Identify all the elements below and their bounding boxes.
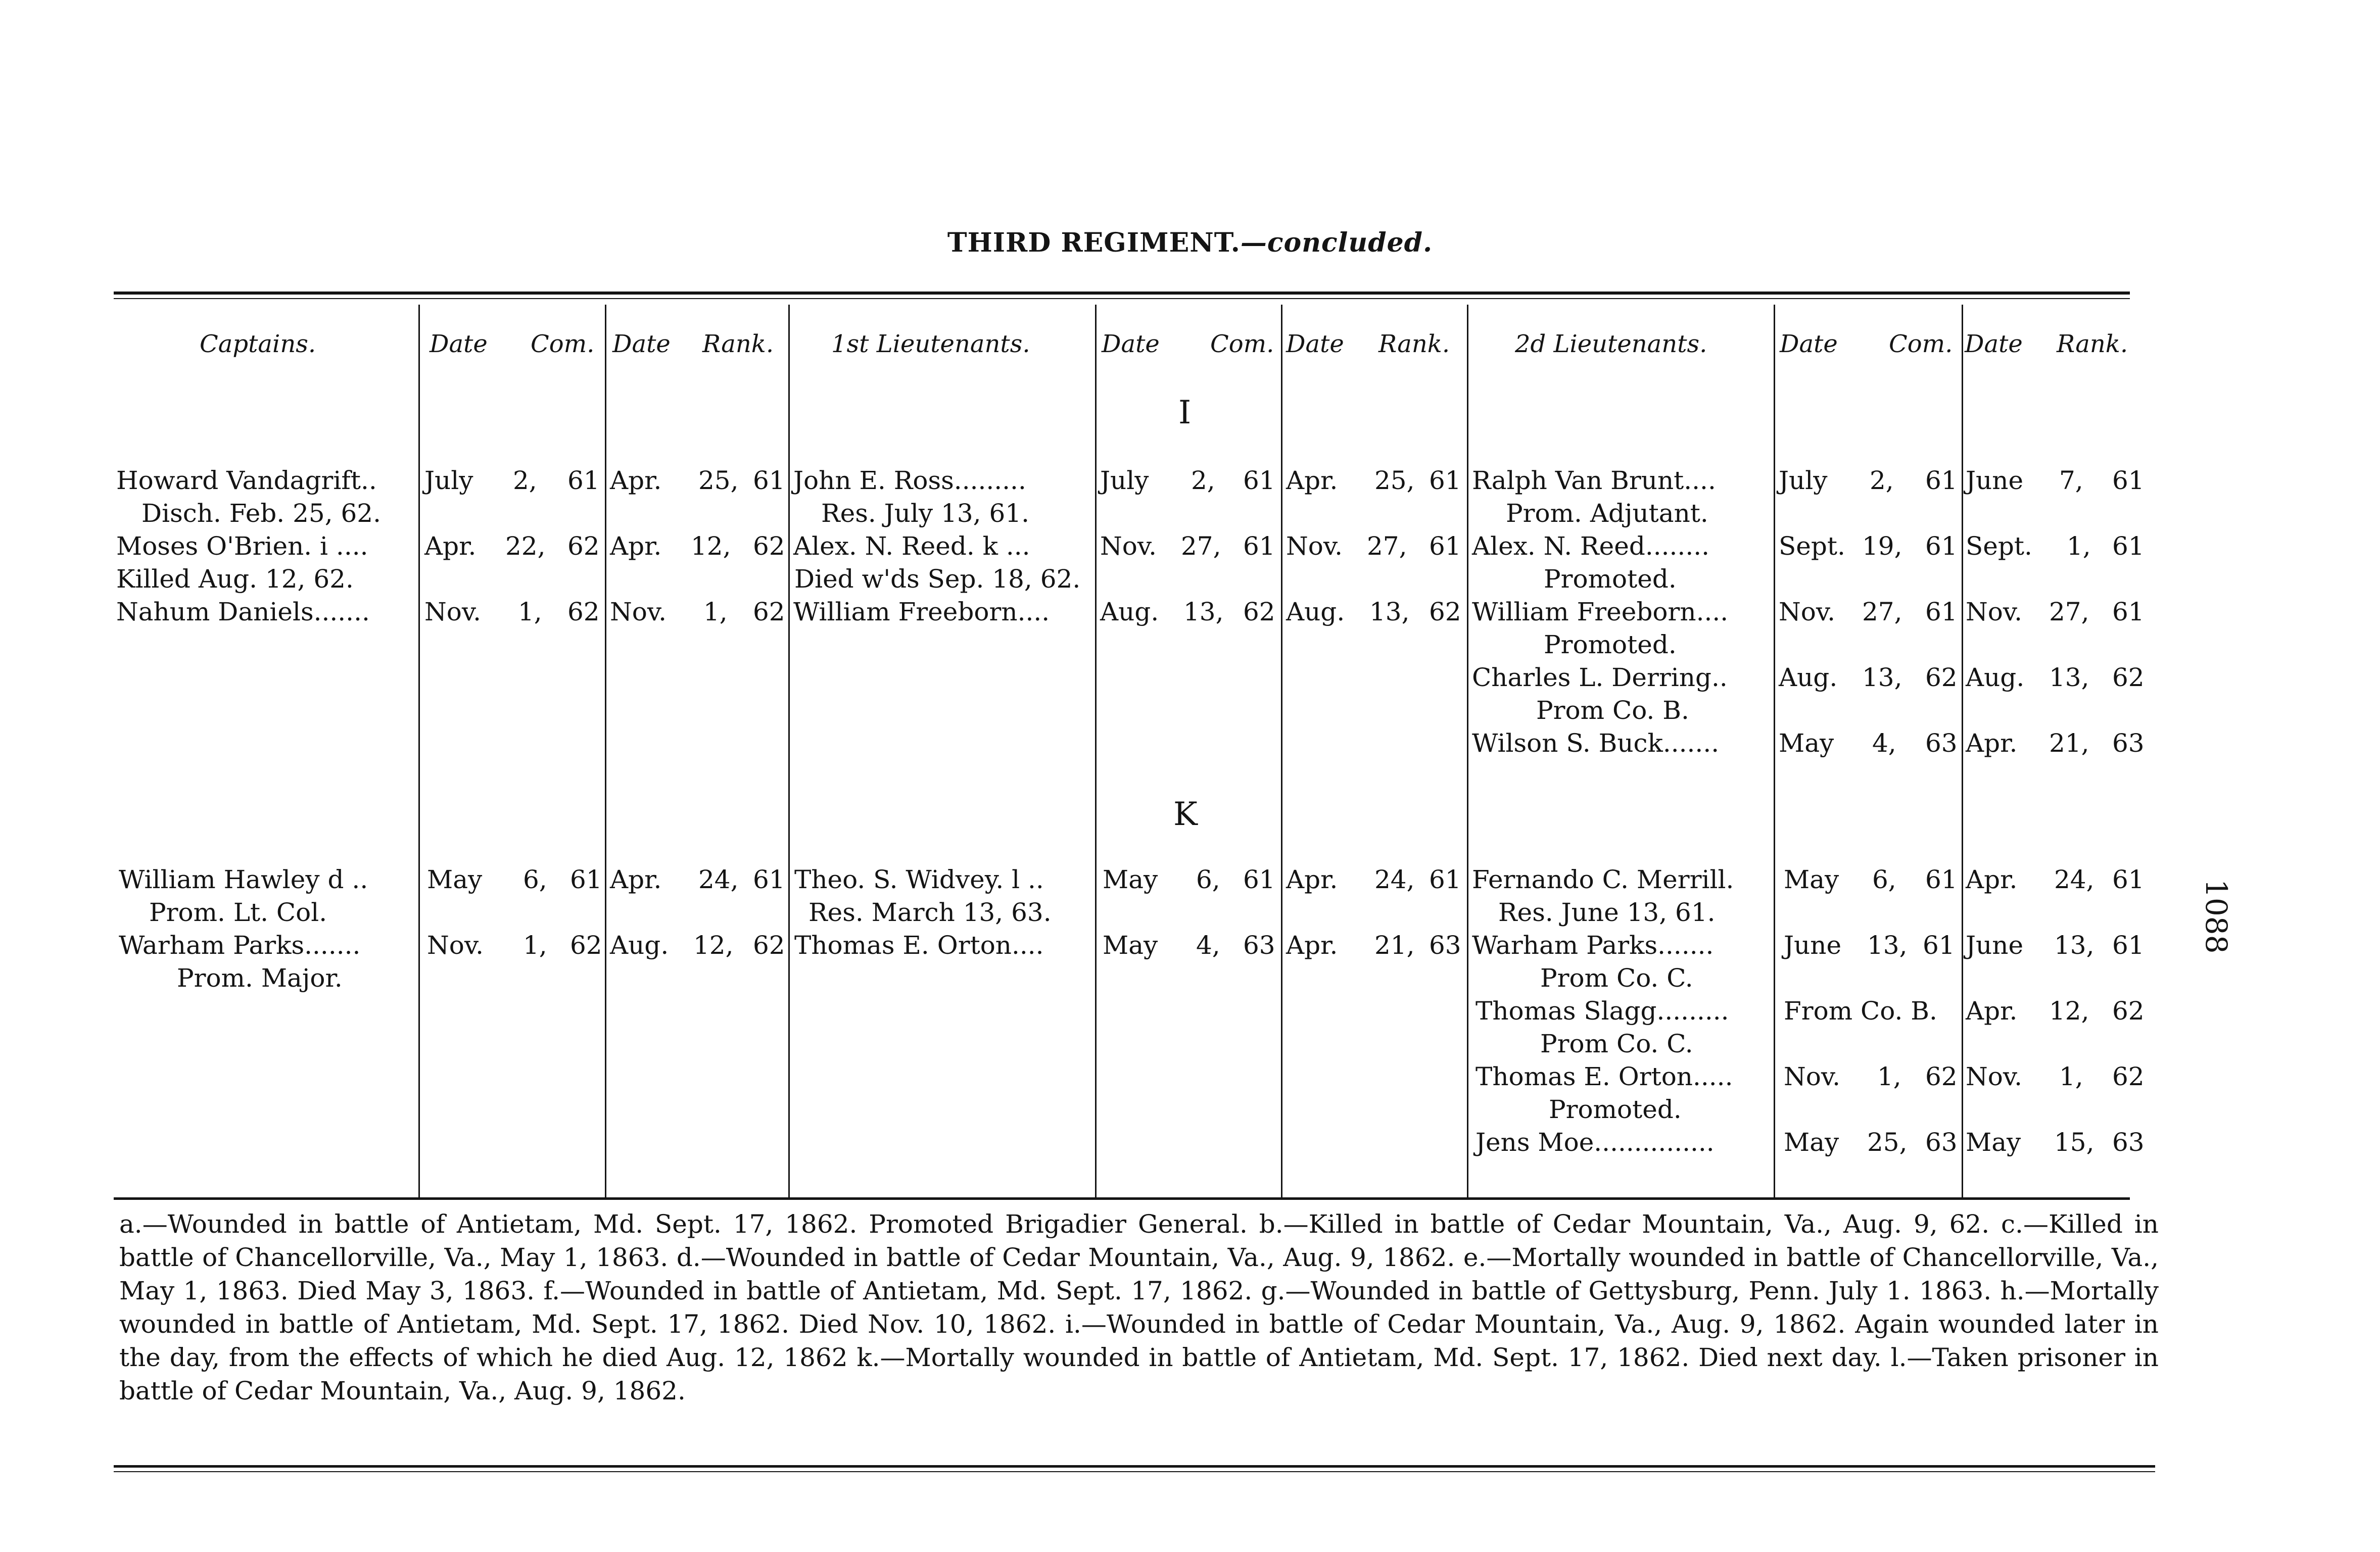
date-year: 61 xyxy=(1925,597,1958,626)
date-day: 13, xyxy=(2054,931,2095,960)
date-day: 27, xyxy=(1181,531,1221,561)
captain-name: Howard Vandagrift.. xyxy=(116,466,377,495)
date-month: May xyxy=(1784,865,1839,894)
date-month: Apr. xyxy=(1966,996,2018,1026)
date-year: 63 xyxy=(2112,729,2145,758)
date-day: 22, xyxy=(505,531,546,561)
first-lieutenant-note: Res. July 13, 61. xyxy=(821,499,1029,528)
captain-note: Prom. Major. xyxy=(177,963,343,993)
date-year: 63 xyxy=(1429,931,1461,960)
header-rank: Rank. xyxy=(2057,330,2128,358)
first-lieutenant-name: William Freeborn.... xyxy=(793,597,1050,626)
date-year: 62 xyxy=(570,931,602,960)
date-day: 25, xyxy=(1867,1128,1908,1157)
column-divider xyxy=(418,305,420,1199)
date-month: Apr. xyxy=(1286,931,1338,960)
page-bottom-rule-2 xyxy=(114,1471,2155,1472)
date-month: Apr. xyxy=(610,466,662,495)
date-month: Apr. xyxy=(424,531,477,561)
captain-note: Killed Aug. 12, 62. xyxy=(116,564,354,594)
date-day: 1, xyxy=(518,597,542,626)
date-year: 62 xyxy=(753,531,785,561)
date-day: 12, xyxy=(2049,996,2089,1026)
date-day: 27, xyxy=(1367,531,1407,561)
date-month: July xyxy=(1779,466,1828,495)
date-month: Apr. xyxy=(610,865,662,894)
date-month: Apr. xyxy=(1286,865,1338,894)
date-year: 62 xyxy=(1925,1062,1958,1091)
column-divider xyxy=(1467,305,1468,1199)
second-lieutenant-note: Prom. Adjutant. xyxy=(1506,499,1708,528)
date-day: 6, xyxy=(1196,865,1220,894)
date-day: 15, xyxy=(2054,1128,2095,1157)
date-year: 61 xyxy=(2112,597,2145,626)
date-month: Nov. xyxy=(610,597,667,626)
page-number: 1088 xyxy=(2199,879,2233,954)
first-lieutenant-name: Thomas E. Orton.... xyxy=(794,931,1044,960)
date-day: 25, xyxy=(698,466,739,495)
date-day: 4, xyxy=(1196,931,1220,960)
header-date: Date xyxy=(1780,330,1838,358)
column-divider xyxy=(1095,305,1097,1199)
date-year: 61 xyxy=(1925,531,1958,561)
date-day: 4, xyxy=(1872,729,1896,758)
second-lieutenant-name: Wilson S. Buck....... xyxy=(1472,729,1720,758)
header-rank: Rank. xyxy=(702,330,774,358)
date-year: 62 xyxy=(753,931,785,960)
date-month: Aug. xyxy=(1966,663,2025,692)
date-year: 61 xyxy=(1429,466,1461,495)
footnotes xyxy=(119,1207,2159,1408)
table-top-rule xyxy=(114,292,2130,295)
date-day: 13, xyxy=(1862,663,1902,692)
date-year: 61 xyxy=(1243,466,1275,495)
header-com: Com. xyxy=(1210,330,1274,358)
date-month: Nov. xyxy=(427,931,484,960)
date-month: July xyxy=(424,466,473,495)
table-header-rule xyxy=(114,298,2130,299)
second-lieutenant-name: Charles L. Derring.. xyxy=(1472,663,1728,692)
date-year: 61 xyxy=(570,865,602,894)
title-suffix: —concluded. xyxy=(1240,227,1433,258)
company-letter: K xyxy=(1173,796,1198,833)
date-year: 62 xyxy=(1925,663,1958,692)
captain-name: Nahum Daniels....... xyxy=(116,597,370,626)
date-year: 62 xyxy=(1243,597,1275,626)
header-second-lieutenants: 2d Lieutenants. xyxy=(1515,330,1707,358)
date-month: Sept. xyxy=(1779,531,1845,561)
first-lieutenant-name: Theo. S. Widvey. l .. xyxy=(794,865,1044,894)
date-year: 61 xyxy=(1243,865,1275,894)
date-day: 13, xyxy=(1369,597,1410,626)
date-day: 27, xyxy=(2049,597,2089,626)
captain-name: Warham Parks....... xyxy=(119,931,361,960)
date-day: 1, xyxy=(1877,1062,1901,1091)
date-month: May xyxy=(427,865,483,894)
second-lieutenant-note: Promoted. xyxy=(1544,630,1677,659)
date-month: May xyxy=(1103,865,1158,894)
date-month: Apr. xyxy=(1966,865,2018,894)
date-year: 61 xyxy=(1925,865,1958,894)
date-day: 1, xyxy=(703,597,728,626)
second-lieutenant-note: Prom Co. C. xyxy=(1540,963,1693,993)
date-day: 27, xyxy=(1862,597,1902,626)
header-com: Com. xyxy=(1889,330,1953,358)
captain-name: Moses O'Brien. i .... xyxy=(116,531,368,561)
date-year: 61 xyxy=(1925,466,1958,495)
first-lieutenant-name: Alex. N. Reed. k ... xyxy=(793,531,1030,561)
table-bottom-rule xyxy=(114,1197,2130,1200)
second-lieutenant-name: Ralph Van Brunt.... xyxy=(1472,466,1716,495)
column-divider xyxy=(605,305,606,1199)
column-divider xyxy=(788,305,790,1199)
page-title xyxy=(0,227,2380,258)
column-divider xyxy=(1774,305,1775,1199)
second-lieutenant-name: Thomas E. Orton..... xyxy=(1475,1062,1733,1091)
date-day: 12, xyxy=(691,531,731,561)
date-day: 6, xyxy=(1872,865,1896,894)
first-lieutenant-note: Died w'ds Sep. 18, 62. xyxy=(794,564,1081,594)
date-day: 24, xyxy=(2054,865,2095,894)
column-divider xyxy=(1962,305,1963,1199)
second-lieutenant-note: Prom Co. C. xyxy=(1540,1029,1693,1058)
date-month: Nov. xyxy=(1779,597,1836,626)
date-year: 62 xyxy=(2112,996,2145,1026)
date-year: 63 xyxy=(1925,729,1958,758)
date-day: 12, xyxy=(693,931,734,960)
date-day: 25, xyxy=(1374,466,1415,495)
date-month: Nov. xyxy=(424,597,482,626)
date-month: July xyxy=(1100,466,1149,495)
date-month: Apr. xyxy=(1286,466,1338,495)
header-first-lieutenants: 1st Lieutenants. xyxy=(831,330,1030,358)
date-day: 21, xyxy=(1374,931,1415,960)
header-date: Date xyxy=(1965,330,2023,358)
date-year: 62 xyxy=(567,597,600,626)
date-month: May xyxy=(1779,729,1834,758)
date-year: 61 xyxy=(567,466,600,495)
header-date: Date xyxy=(430,330,488,358)
date-month: June xyxy=(1784,931,1842,960)
date-month: Nov. xyxy=(1784,1062,1841,1091)
date-year: 61 xyxy=(1429,531,1461,561)
date-month: Aug. xyxy=(1286,597,1345,626)
date-day: 1, xyxy=(2067,531,2091,561)
date-day: 24, xyxy=(698,865,739,894)
date-year: 61 xyxy=(1243,531,1275,561)
page-bottom-rule xyxy=(114,1465,2155,1468)
header-date: Date xyxy=(612,330,671,358)
captain-note: Disch. Feb. 25, 62. xyxy=(141,499,381,528)
header-date: Date xyxy=(1286,330,1344,358)
date-day: 2, xyxy=(513,466,537,495)
date-month: May xyxy=(1966,1128,2021,1157)
date-year: 61 xyxy=(1923,931,1955,960)
date-month: Apr. xyxy=(1966,729,2018,758)
second-lieutenant-note: Promoted. xyxy=(1549,1095,1682,1124)
captain-name: William Hawley d .. xyxy=(119,865,368,894)
date-month: June xyxy=(1966,466,2024,495)
header-rank: Rank. xyxy=(1378,330,1450,358)
date-month: June xyxy=(1966,931,2024,960)
second-lieutenant-name: Thomas Slagg......... xyxy=(1475,996,1729,1026)
date-day: 13, xyxy=(1867,931,1908,960)
date-year: 61 xyxy=(2112,865,2145,894)
date-day: 13, xyxy=(1183,597,1224,626)
date-year: 61 xyxy=(1429,865,1461,894)
date-day: 13, xyxy=(2049,663,2089,692)
date-day: 19, xyxy=(1862,531,1902,561)
date-year: 62 xyxy=(567,531,600,561)
date-month: Aug. xyxy=(610,931,669,960)
second-lieutenant-note: Prom Co. B. xyxy=(1536,696,1689,725)
second-lieutenant-name: William Freeborn.... xyxy=(1472,597,1729,626)
header-date: Date xyxy=(1102,330,1160,358)
second-lieutenant-name: Jens Moe............... xyxy=(1475,1128,1715,1157)
second-lieutenant-name: Fernando C. Merrill. xyxy=(1472,865,1734,894)
date-month: May xyxy=(1784,1128,1839,1157)
date-year: 61 xyxy=(753,466,785,495)
first-lieutenant-name: John E. Ross......... xyxy=(793,466,1026,495)
date-year: 62 xyxy=(2112,1062,2145,1091)
date-year: 61 xyxy=(753,865,785,894)
date-day: 1, xyxy=(523,931,547,960)
company-letter: I xyxy=(1178,394,1192,431)
first-lieutenant-note: Res. March 13, 63. xyxy=(808,898,1052,927)
second-lieutenant-note: Res. June 13, 61. xyxy=(1498,898,1716,927)
date-month: Apr. xyxy=(610,531,662,561)
date-day: 7, xyxy=(2059,466,2083,495)
date-day: 21, xyxy=(2049,729,2089,758)
footnotes-text: a.—Wounded in battle of Antietam, Md. Sept. 17, 1862. Promoted Brigadier General. b.—Killed in battle of Cedar Mountain, Va., Aug. 9, 62. c.—Killed in battle of Chancellorville, Va., May 1, 1863. d.—Wounded in battle of Cedar Mountain, Va., Aug. 9, 1862. e.—Mortally wounded in battle of Chancellorville, Va., May 1, 1863. Died May 3, 1863. f.—Wounded in battle of Antietam, Md. Sept. 17, 1862. g.—Wounded in battle of Gettysburg, Penn. July 1. 1863. h.—Mortally wounded in battle of Antietam, Md. Sept. 17, 1862. Died Nov. 10, 1862. i.—Wounded in battle of Cedar Mountain, Va., Aug. 9, 1862. Again wounded later in the day, from the effects of which he died Aug. 12, 1862 k.—Mortally wounded in battle of Antietam, Md. Sept. 17, 1862. Died next day. l.—Taken prisoner in battle of Cedar Mountain, Va., Aug. 9, 1862. xyxy=(119,1209,2159,1405)
com-from-company: From Co. B. xyxy=(1784,996,1937,1026)
second-lieutenant-note: Promoted. xyxy=(1544,564,1677,594)
date-month: Nov. xyxy=(1100,531,1157,561)
date-month: Sept. xyxy=(1966,531,2032,561)
date-day: 2, xyxy=(1191,466,1215,495)
captain-note: Prom. Lt. Col. xyxy=(149,898,327,927)
date-month: Aug. xyxy=(1100,597,1159,626)
title-main: THIRD REGIMENT. xyxy=(947,227,1241,258)
date-year: 63 xyxy=(1925,1128,1958,1157)
date-year: 62 xyxy=(1429,597,1461,626)
date-year: 62 xyxy=(753,597,785,626)
second-lieutenant-name: Alex. N. Reed........ xyxy=(1472,531,1709,561)
date-day: 24, xyxy=(1374,865,1415,894)
date-month: Aug. xyxy=(1779,663,1838,692)
date-month: Nov. xyxy=(1286,531,1343,561)
date-year: 61 xyxy=(2112,531,2145,561)
date-year: 61 xyxy=(2112,466,2145,495)
header-captains: Captains. xyxy=(200,330,316,358)
second-lieutenant-name: Warham Parks....... xyxy=(1472,931,1714,960)
date-month: Nov. xyxy=(1966,597,2023,626)
date-month: May xyxy=(1103,931,1158,960)
date-year: 61 xyxy=(2112,931,2145,960)
date-year: 63 xyxy=(1243,931,1275,960)
date-year: 63 xyxy=(2112,1128,2145,1157)
date-day: 2, xyxy=(1870,466,1894,495)
date-month: Nov. xyxy=(1966,1062,2023,1091)
date-day: 6, xyxy=(523,865,547,894)
date-day: 1, xyxy=(2059,1062,2083,1091)
date-year: 62 xyxy=(2112,663,2145,692)
column-divider xyxy=(1281,305,1282,1199)
header-com: Com. xyxy=(531,330,595,358)
